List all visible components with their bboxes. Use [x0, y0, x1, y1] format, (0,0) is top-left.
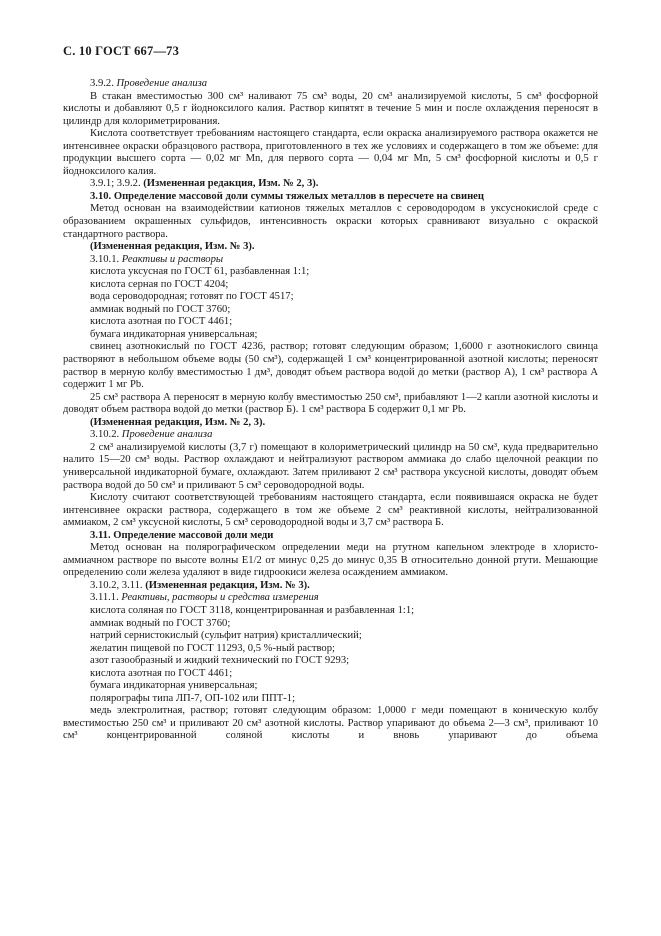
paragraph: 3.11. Определение массовой доли меди [90, 529, 274, 541]
amendment-note: (Измененная редакция, Изм. № 3). [145, 579, 310, 591]
paragraph: (Измененная редакция, Изм. № 3). [90, 241, 255, 253]
section-subtitle: Реактивы, растворы и средства измерения [121, 592, 319, 604]
paragraph: 25 см³ раствора А переносят в мерную колбу вместимостью 250 см³, прибавляют 1—2 капли азотной кислоты и доводят объем раствора водой до метки (раствор Б). 1 см³ раствора Б содержит 0,1 мг Pb. [63, 391, 598, 416]
paragraph [63, 178, 598, 191]
paragraph: медь электролитная, раствор; готовят следующим образом: 1,0000 г меди помещают в коническую колбу вместимостью 250 см³ и приливают 20 см³ азотной кислоты. Раствор упаривают до объема 2—3 см³, приливают 10 см³ концентрированной соляной кислоты и вновь упаривают до объема [63, 705, 598, 742]
paragraph: азот газообразный и жидкий технический по ГОСТ 9293; [90, 655, 350, 667]
paragraph: Метод основан на взаимодействии катионов тяжелых металлов с сероводородом в уксуснокислой среде с образованием окрашенных сульфидов, интенсивность окраски которых сравнивают визуально с окраской стандартного раствора. [63, 203, 598, 240]
paragraph: желатин пищевой по ГОСТ 11293, 0,5 %-ный раствор; [90, 642, 335, 654]
paragraph: Метод основан на полярографическом определении меди на ртутном капельном электроде в хлористо-аммиачном растворе по высоте волны E1/2 от минус 0,25 до минус 0,35 В относительно донной ртути. Мешающие определению соли железа удаляют в виде гидроокиси железа осаждением аммиаком. [63, 542, 598, 579]
paragraph: бумага индикаторная универсальная; [90, 680, 258, 692]
paragraph: натрий сернистокислый (сульфит натрия) кристаллический; [90, 630, 362, 642]
section-number: 3.10.2. [90, 429, 120, 441]
section-subtitle: Проведение анализа [116, 78, 208, 89]
paragraph: кислота азотная по ГОСТ 4461; [90, 316, 233, 328]
section-subtitle: Реактивы и растворы [121, 253, 224, 265]
paragraph [63, 78, 598, 91]
paragraph: кислота соляная по ГОСТ 3118, концентрированная и разбавленная 1:1; [90, 604, 415, 616]
paragraph: 3.10. Определение массовой доли суммы тяжелых металлов в пересчете на свинец [90, 190, 484, 202]
section-number: 3.9.2. [90, 78, 114, 89]
section-number: 3.10.1. [90, 253, 120, 265]
paragraph: 2 см³ анализируемой кислоты (3,7 г) помещают в колориметрический цилиндр на 50 см³, куда предварительно налито 15—20 см³ воды. Раствор охлаждают и нейтрализуют раствором аммиака до слабо щелочной реакции по универсальной индикаторной бумаге, охлаждают. Затем приливают 2 см³ раствора уксусной кислоты, доводят объем раствора водой до 50 см³ и приливают 5 см³ сероводородной воды. [63, 441, 598, 491]
paragraph: (Измененная редакция, Изм. № 2, 3). [90, 416, 266, 428]
paragraph: полярографы типа ЛП-7, ОП-102 или ППТ-1; [90, 692, 296, 704]
document-body [63, 78, 598, 743]
section-number: 3.11.1. [90, 592, 119, 604]
amendment-note: (Измененная редакция, Изм. № 2, 3). [143, 178, 319, 190]
paragraph: кислота уксусная по ГОСТ 61, разбавленная 1:1; [90, 266, 310, 278]
paragraph: вода сероводородная; готовят по ГОСТ 4517; [90, 291, 294, 303]
paragraph: В стакан вместимостью 300 см³ наливают 75 см³ воды, 20 см³ анализируемой кислоты, 5 см³ фосфорной кислоты и добавляют 0,5 г йодноксилого калия. Раствор кипятят в течение 5 мин и после охлаждения переносят в цилиндр для колориметрирования. [63, 90, 598, 127]
paragraph: бумага индикаторная универсальная; [90, 328, 258, 340]
paragraph [63, 429, 598, 442]
page-header: С. 10 ГОСТ 667—73 [63, 44, 180, 58]
paragraph: аммиак водный по ГОСТ 3760; [90, 303, 231, 315]
paragraph [63, 254, 598, 267]
paragraph: аммиак водный по ГОСТ 3760; [90, 617, 231, 629]
paragraph: свинец азотнокислый по ГОСТ 4236, раствор; готовят следующим образом; 1,6000 г азотнокислого свинца растворяют в небольшом объеме воды (50 см³), содержащей 1 см³ концентрированной азотной кислоты; переносят раствор в мерную колбу вместимостью 1 дм³, доводят объем раствора водой до метки (раствор А), 1 см³ раствора А содержит 1 мг Pb. [63, 341, 598, 391]
paragraph [63, 580, 598, 593]
paragraph: Кислоту считают соответствующей требованиям настоящего стандарта, если появившаяся окраска не будет интенсивнее окраски раствора, содержащего в том же объеме 2 см³ реактивной кислоты, нейтрализованной аммиаком, 2 см³ уксусной кислоты, 5 см³ сероводородной воды и 3,7 см³ раствора Б. [63, 492, 598, 529]
paragraph: Кислота соответствует требованиям настоящего стандарта, если окраска анализируемого раствора окажется не интенсивнее окраски образцового раствора, приготовленного в тех же условиях и содержащего в том же объеме: для продукции высшего сорта — 0,02 мг Mn, для первого сорта — 0,04 мг Mn, 5 см³ фосфорной кислоты и 0,5 г йодноксилого калия. [63, 128, 598, 177]
paragraph: кислота азотная по ГОСТ 4461; [90, 667, 233, 679]
section-subtitle: Проведение анализа [121, 429, 213, 441]
paragraph: кислота серная по ГОСТ 4204; [90, 278, 229, 290]
paragraph [63, 592, 598, 605]
section-number: 3.9.1; 3.9.2. [90, 178, 141, 190]
section-number: 3.10.2, 3.11. [90, 579, 143, 591]
